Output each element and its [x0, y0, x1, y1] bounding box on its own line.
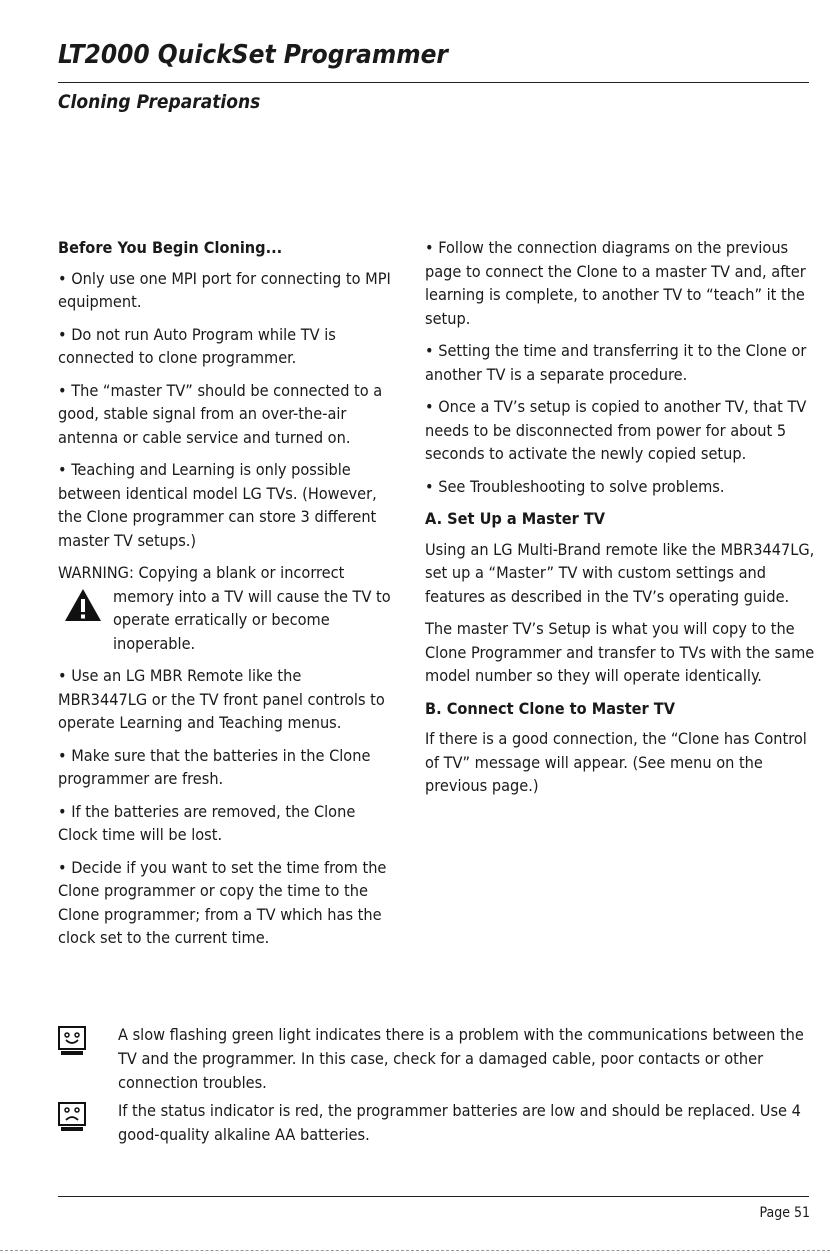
left-column — [58, 236, 394, 959]
section-a-paragraph: The master TV’s Setup is what you will copy to the Clone Programmer and transfer to TVs with the same model number so they will operate identically. — [425, 619, 815, 685]
warning-block — [58, 561, 394, 655]
bullet-master-tv: • The “master TV” should be connected to a good, stable signal from an over-the-air antenna or cable service and turned on. — [58, 380, 383, 447]
bullet-clock-lost: • If the batteries are removed, the Clone Clock time will be lost. — [58, 801, 356, 844]
bullet-teaching-learning: • Teaching and Learning is only possible between identical model LG TVs. (However, the Clone programmer can store 3 different master TV setups.) — [58, 460, 377, 550]
section-b-paragraph: If there is a good connection, the “Clone has Control of TV” message will appear. (See menu on the previous page.) — [425, 729, 807, 795]
bullet-disconnect-power: • Once a TV’s setup is copied to another TV, that TV needs to be disconnected from power for about 5 seconds to activate the newly copied setup. — [425, 397, 807, 463]
bullet-auto-program: • Do not run Auto Program while TV is connected to clone programmer. — [58, 324, 336, 367]
section-b-heading: B. Connect Clone to Master TV — [425, 698, 675, 718]
section-a-heading: A. Set Up a Master TV — [425, 509, 606, 528]
footer-divider — [58, 1196, 809, 1197]
sad-face-icon — [58, 1102, 86, 1132]
happy-face-icon — [58, 1026, 86, 1056]
right-column — [425, 236, 815, 807]
bullet-set-time: • Decide if you want to set the time from the Clone programmer or copy the time to the Clone programmer; from a TV which has the clock set to the current time. — [58, 857, 387, 947]
left-heading: Before You Begin Cloning... — [58, 238, 283, 257]
bullet-connection-diagrams: • Follow the connection diagrams on the previous page to connect the Clone to a master TV and, after learning is complete, to another TV to “teach” it the setup. — [425, 238, 806, 328]
section-subtitle: Cloning Preparations — [58, 91, 261, 113]
warning-lead: WARNING: Copying a blank or incorrect — [58, 563, 345, 582]
bullet-fresh-batteries: • Make sure that the batteries in the Clone programmer are fresh. — [58, 745, 371, 788]
note-text: If the status indicator is red, the programmer batteries are low and should be replaced. Use 4 good-quality alkaline AA batteries. — [118, 1101, 801, 1144]
page-title: LT2000 QuickSet Programmer — [58, 40, 448, 70]
note-green-light — [58, 1023, 818, 1095]
warning-triangle-icon — [64, 588, 102, 622]
page-edge — [0, 1250, 830, 1251]
note-text: A slow flashing green light indicates there is a problem with the communications between the TV and the programmer. In this case, check for a damaged cable, poor contacts or other connection troubles. — [118, 1025, 804, 1092]
bullet-setting-time: • Setting the time and transferring it to the Clone or another TV is a separate procedure. — [425, 341, 807, 384]
header-divider — [58, 82, 809, 83]
note-battery-low — [58, 1099, 818, 1147]
page-number: Page 51 — [759, 1205, 810, 1221]
section-a-paragraph: Using an LG Multi-Brand remote like the MBR3447LG, set up a “Master” TV with custom settings and features as described in the TV’s operating guide. — [425, 539, 815, 606]
notes — [58, 1023, 818, 1151]
warning-body: memory into a TV will cause the TV to operate erratically or become inoperable. — [113, 586, 391, 653]
bullet-mbr-remote: • Use an LG MBR Remote like the MBR3447LG or the TV front panel controls to operate Learning and Teaching menus. — [58, 666, 385, 732]
bullet-mpi-port: • Only use one MPI port for connecting to MPI equipment. — [58, 268, 391, 311]
bullet-troubleshooting: • See Troubleshooting to solve problems. — [425, 476, 725, 496]
